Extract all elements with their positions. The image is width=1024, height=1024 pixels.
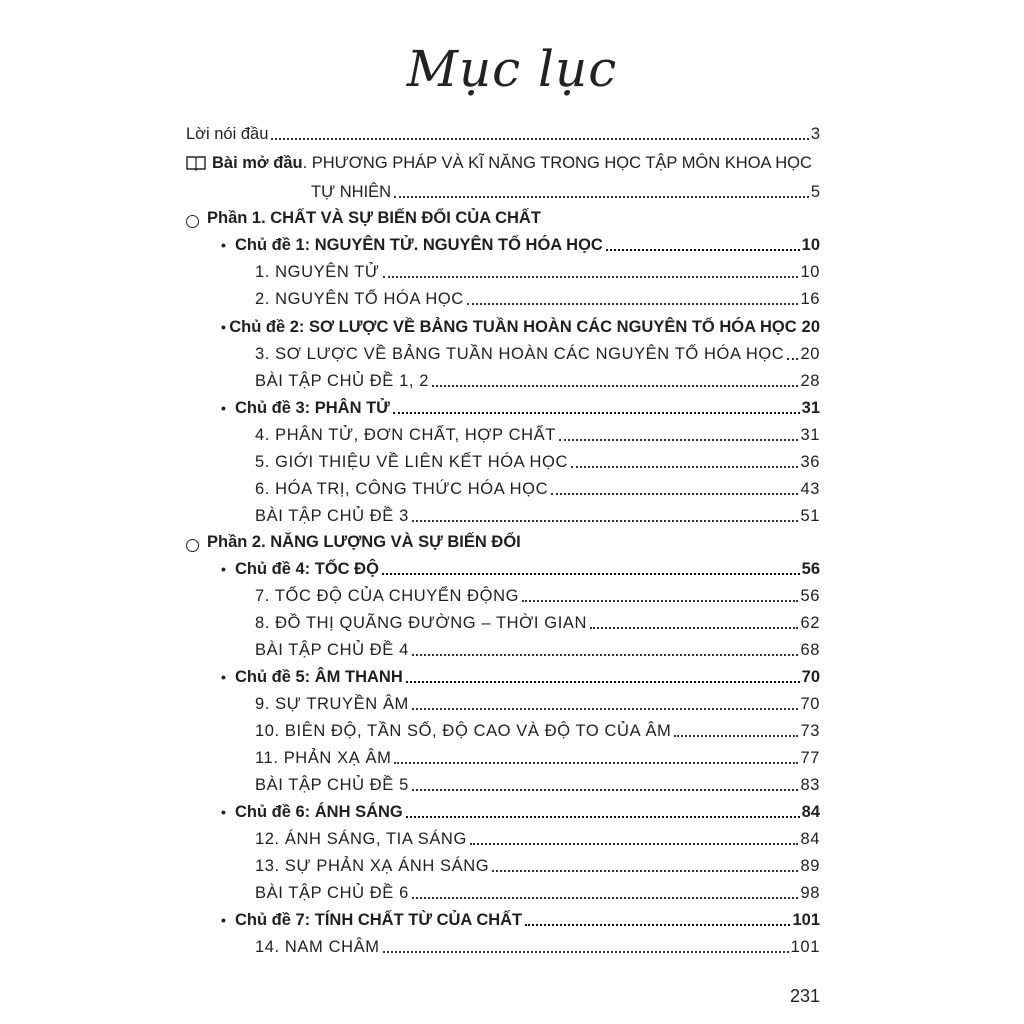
leader-dots (432, 384, 798, 387)
toc-label: BÀI TẬP CHỦ ĐỀ 6 (255, 884, 409, 902)
toc-label: Phần 1. CHẤT VÀ SỰ BIẾN ĐỔI CỦA CHẤT (207, 209, 541, 227)
toc-page: 31 (801, 399, 820, 417)
leader-dots (406, 680, 800, 683)
toc-page: 20 (800, 345, 820, 363)
intro-prefix: Bài mở đầu (212, 154, 303, 172)
circle-bullet-icon (186, 539, 199, 552)
toc-label: 4. PHÂN TỬ, ĐƠN CHẤT, HỢP CHẤT (255, 426, 556, 444)
toc-row-topic[interactable] (221, 796, 820, 822)
toc-label: Chủ đề 1: NGUYÊN TỬ. NGUYÊN TỐ HÓA HỌC (235, 236, 603, 254)
leader-dots (467, 302, 799, 305)
leader-dots (382, 572, 800, 575)
leader-dots (492, 869, 798, 872)
bullet-icon: • (221, 804, 226, 820)
bullet-icon: • (221, 400, 226, 416)
toc-page: 83 (800, 776, 820, 794)
toc-row-intro-cont[interactable] (311, 176, 820, 202)
toc-row-intro[interactable] (186, 150, 821, 176)
leader-dots (412, 519, 799, 522)
leader-dots (551, 492, 798, 495)
toc-row-lesson[interactable] (255, 338, 820, 364)
leader-dots (571, 465, 798, 468)
toc-row-exercise[interactable] (255, 634, 820, 660)
toc-row-topic[interactable] (221, 392, 820, 418)
toc-label: BÀI TẬP CHỦ ĐỀ 4 (255, 641, 409, 659)
toc-label: 1. NGUYÊN TỬ (255, 263, 380, 281)
toc-label: 10. BIÊN ĐỘ, TẦN SỐ, ĐỘ CAO VÀ ĐỘ TO CỦA ÂM (255, 722, 672, 740)
toc-row-topic[interactable] (221, 553, 820, 579)
toc-page: 62 (800, 614, 820, 632)
toc-label: 9. SỰ TRUYỀN ÂM (255, 695, 409, 713)
toc-row-exercise[interactable] (255, 500, 820, 526)
toc-page: 56 (800, 587, 820, 605)
leader-dots (383, 275, 799, 278)
circle-bullet-icon (186, 215, 199, 228)
toc-label: Chủ đề 4: TỐC ĐỘ (235, 560, 379, 578)
toc-label: BÀI TẬP CHỦ ĐỀ 1, 2 (255, 372, 430, 390)
toc-row-lesson[interactable] (255, 688, 820, 714)
toc-row-topic[interactable] (221, 661, 820, 687)
leader-dots (590, 626, 798, 629)
part-heading-1[interactable] (186, 202, 820, 228)
toc-row-lesson[interactable] (255, 607, 820, 633)
toc-row-exercise[interactable] (255, 877, 820, 903)
toc-page: 77 (800, 749, 820, 767)
toc-page: 36 (800, 453, 820, 471)
toc-page: 10 (800, 263, 820, 281)
leader-dots (271, 137, 808, 140)
page-number: 231 (789, 986, 820, 1006)
leader-dots (406, 815, 800, 818)
toc-row-topic[interactable] (221, 311, 820, 337)
leader-dots (559, 438, 799, 441)
toc-page: 56 (801, 560, 820, 578)
toc-label: 8. ĐỒ THỊ QUÃNG ĐƯỜNG – THỜI GIAN (255, 614, 588, 632)
toc-page: 51 (800, 507, 820, 525)
intro-text: . PHƯƠNG PHÁP VÀ KĨ NĂNG TRONG HỌC TẬP MÔN KHOA HỌC (302, 154, 812, 172)
open-book-icon (186, 155, 206, 176)
toc-page: 28 (800, 372, 820, 390)
toc-page: 84 (800, 830, 820, 848)
toc-label: 14. NAM CHÂM (255, 938, 380, 956)
toc-label: Chủ đề 3: PHÂN TỬ (235, 399, 390, 417)
toc-row-lesson[interactable] (255, 931, 820, 957)
toc-page: 73 (800, 722, 820, 740)
leader-dots (787, 357, 798, 360)
toc-label: 3. SƠ LƯỢC VỀ BẢNG TUẦN HOÀN CÁC NGUYÊN TỐ HÓA HỌC (255, 345, 785, 363)
toc-label: 11. PHẢN XẠ ÂM (255, 749, 392, 767)
toc-page: 31 (800, 426, 820, 444)
toc-page: 10 (801, 236, 820, 254)
toc-label: Phần 2. NĂNG LƯỢNG VÀ SỰ BIẾN ĐỔI (207, 533, 521, 551)
toc-page: 89 (800, 857, 820, 875)
toc-label: TỰ NHIÊN (311, 183, 392, 201)
toc-page: 43 (800, 480, 820, 498)
leader-dots (470, 842, 799, 845)
toc-row-lesson[interactable] (255, 580, 820, 606)
toc-page: 84 (801, 803, 820, 821)
leader-dots (412, 653, 799, 656)
toc-row-lesson[interactable] (255, 823, 820, 849)
leader-dots (606, 248, 800, 251)
toc-label: BÀI TẬP CHỦ ĐỀ 3 (255, 507, 409, 525)
toc-page: 101 (790, 938, 820, 956)
toc-row-lesson[interactable] (255, 473, 820, 499)
toc-page: 68 (800, 641, 820, 659)
toc-label: 2. NGUYÊN TỐ HÓA HỌC (255, 290, 464, 308)
bullet-icon: • (221, 912, 226, 928)
leader-dots (412, 896, 799, 899)
toc-row-exercise[interactable] (255, 769, 820, 795)
toc-row-lesson[interactable] (255, 446, 820, 472)
leader-dots (412, 707, 799, 710)
toc-page: 101 (792, 911, 820, 929)
toc-row-topic[interactable] (221, 229, 820, 255)
part-heading-2[interactable] (186, 526, 820, 552)
toc-label: 6. HÓA TRỊ, CÔNG THỨC HÓA HỌC (255, 480, 549, 498)
leader-dots (393, 411, 800, 414)
toc-label: 12. ÁNH SÁNG, TIA SÁNG (255, 830, 467, 848)
toc-label: Chủ đề 5: ÂM THANH (235, 668, 403, 686)
bullet-icon: • (221, 319, 226, 335)
toc-page: 5 (810, 183, 820, 201)
toc-label: Lời nói đầu (186, 125, 269, 143)
leader-dots (394, 195, 809, 198)
toc-row-lesson[interactable] (255, 850, 820, 876)
toc-label: BÀI TẬP CHỦ ĐỀ 5 (255, 776, 409, 794)
toc-page: 3 (810, 125, 820, 143)
toc-row-preface[interactable] (186, 118, 820, 144)
toc-row-lesson[interactable] (255, 256, 820, 282)
toc-label: Chủ đề 2: SƠ LƯỢC VỀ BẢNG TUẦN HOÀN CÁC NGUYÊN TỐ HÓA HỌC (229, 318, 797, 336)
intro-line (186, 153, 812, 176)
bullet-icon: • (221, 669, 226, 685)
toc-label: Chủ đề 6: ÁNH SÁNG (235, 803, 403, 821)
toc-label: 7. TỐC ĐỘ CỦA CHUYỂN ĐỘNG (255, 587, 520, 605)
toc-page: 70 (800, 695, 820, 713)
bullet-icon: • (221, 237, 226, 253)
toc-page: 70 (801, 668, 820, 686)
toc-row-lesson[interactable] (255, 715, 820, 741)
toc-row-topic[interactable] (221, 904, 820, 930)
leader-dots (674, 734, 798, 737)
page-title: Mục lục (406, 40, 618, 98)
leader-dots (525, 923, 790, 926)
toc-label: Chủ đề 7: TÍNH CHẤT TỪ CỦA CHẤT (235, 911, 523, 929)
toc-label: 5. GIỚI THIỆU VỀ LIÊN KẾT HÓA HỌC (255, 453, 568, 471)
toc-label: 13. SỰ PHẢN XẠ ÁNH SÁNG (255, 857, 490, 875)
toc-row-lesson[interactable] (255, 742, 820, 768)
toc-page: 98 (800, 884, 820, 902)
toc-page: 20 (801, 318, 820, 336)
toc-page: 16 (800, 290, 820, 308)
bullet-icon: • (221, 561, 226, 577)
leader-dots (383, 950, 789, 953)
leader-dots (394, 761, 798, 764)
leader-dots (522, 599, 798, 602)
toc-row-lesson[interactable] (255, 419, 820, 445)
toc-row-exercise[interactable] (255, 365, 820, 391)
toc-row-lesson[interactable] (255, 283, 820, 309)
leader-dots (412, 788, 799, 791)
